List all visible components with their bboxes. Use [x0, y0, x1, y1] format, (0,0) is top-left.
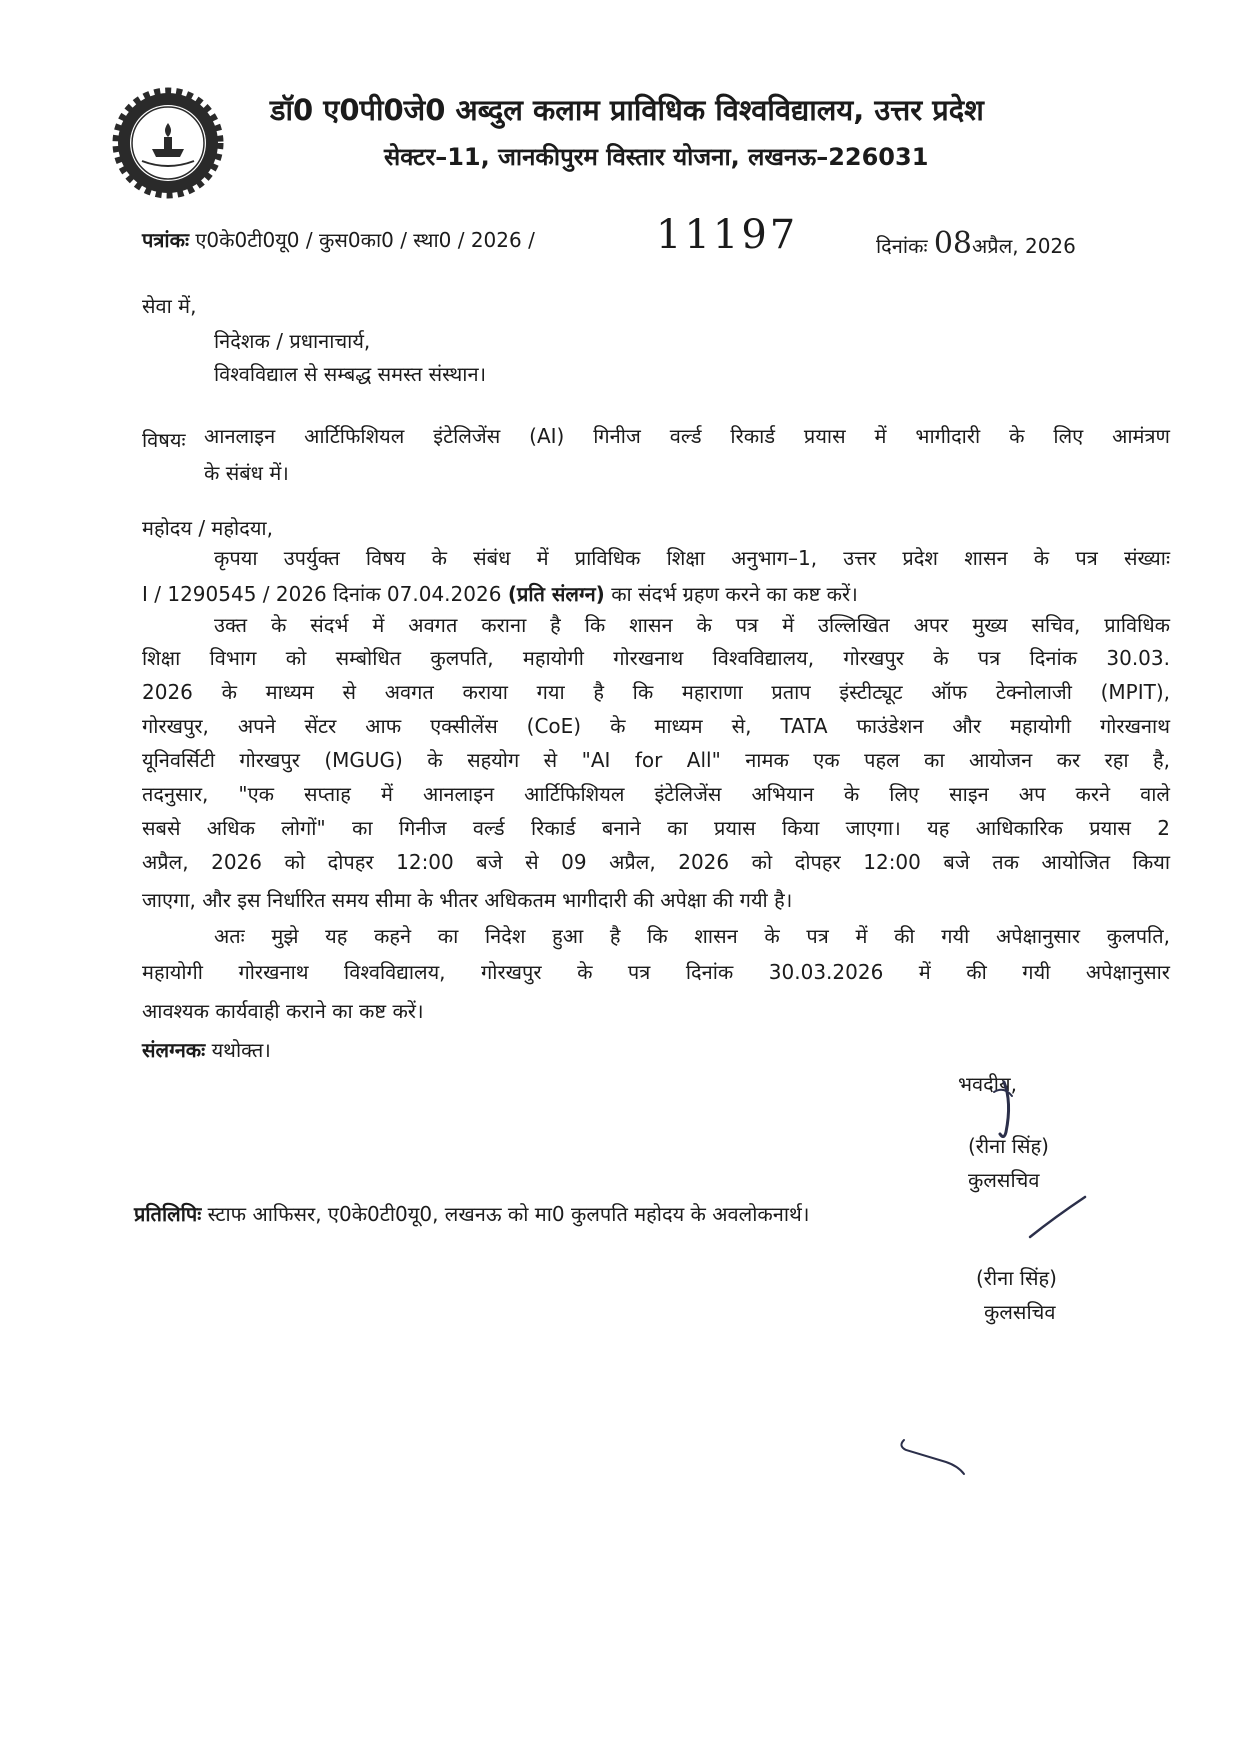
para2-line-8: अप्रैल, 2026 को दोपहर 12:00 बजे से 09 अप्रैल, 2026 को दोपहर 12:00 बजे तक आयोजित किया — [142, 850, 1170, 874]
reference-number-handwritten: 11197 — [656, 212, 799, 258]
para2-line-2: शिक्षा विभाग को सम्बोधित कुलपति, महायोगी गोरखनाथ विश्वविद्यालय, गोरखपुर के पत्र दिनांक 30.03. — [142, 646, 1170, 670]
copy-label: प्रतिलिपिः — [134, 1202, 202, 1226]
date-month-year: अप्रैल, 2026 — [972, 234, 1076, 258]
para1-reference: I / 1290545 / 2026 दिनांक 07.04.2026 — [142, 582, 502, 606]
signatory-designation: कुलसचिव — [968, 1168, 1040, 1192]
date-line — [876, 226, 1076, 261]
para2-line-1: उक्त के संदर्भ में अवगत कराना है कि शासन के पत्र में उल्लिखित अपर मुख्य सचिव, प्राविधिक — [214, 613, 1170, 637]
reference-code: ए0के0टी0यू0 / कुस0का0 / स्था0 / 2026 / — [195, 228, 535, 252]
para2-line-5: यूनिवर्सिटी गोरखपुर (MGUG) के सहयोग से "AI for All" नामक एक पहल का आयोजन कर रहा है, — [142, 748, 1170, 772]
para3-line-3: आवश्यक कार्यवाही कराने का कष्ट करें। — [142, 999, 424, 1023]
greeting: महोदय / महोदया, — [142, 516, 273, 540]
para1-line-2 — [142, 580, 858, 607]
copy-signatory-name: (रीना सिंह) — [976, 1266, 1057, 1290]
enclosure-label: संलग्नकः — [142, 1038, 206, 1062]
closing-text: भवदीय, — [958, 1072, 1017, 1096]
university-address: सेक्टर–11, जानकीपुरम विस्तार योजना, लखनऊ–226031 — [384, 143, 929, 171]
subject-label: विषयः — [142, 428, 186, 452]
reference-label: पत्रांकः — [142, 228, 189, 252]
signature-stroke — [1030, 1197, 1085, 1237]
subject-line-1: आनलाइन आर्टिफिशियल इंटेलिजेंस (AI) गिनीज वर्ल्ड रिकार्ड प्रयास में भागीदारी के लिए आमंत्रण — [204, 424, 1170, 448]
copy-signatory-designation: कुलसचिव — [984, 1300, 1056, 1324]
addressee-line-1: निदेशक / प्रधानाचार्य, — [214, 329, 371, 353]
para3-line-1: अतः मुझे यह कहने का निदेश हुआ है कि शासन के पत्र में की गयी अपेक्षानुसार कुलपति, — [214, 924, 1170, 948]
para3-line-2: महायोगी गोरखनाथ विश्वविद्यालय, गोरखपुर के पत्र दिनांक 30.03.2026 में की गयी अपेक्षानुसार — [142, 960, 1170, 984]
para2-line-6: तदनुसार, "एक सप्ताह में आनलाइन आर्टिफिशियल इंटेलिजेंस अभियान के लिए साइन अप करने वाले — [142, 782, 1170, 806]
addressee-salutation: सेवा में, — [142, 294, 197, 318]
para2-line-9: जाएगा, और इस निर्धारित समय सीमा के भीतर अधिकतम भागीदारी की अपेक्षा की गयी है। — [142, 888, 793, 912]
para1-line-1: कृपया उपर्युक्त विषय के संबंध में प्राविधिक शिक्षा अनुभाग–1, उत्तर प्रदेश शासन के पत्र संख्याः — [214, 546, 1170, 570]
enclosure-line — [142, 1036, 271, 1063]
subject-line-2: के संबंध में। — [204, 461, 289, 485]
para2-line-7: सबसे अधिक लोगों" का गिनीज वर्ल्ड रिकार्ड बनाने का प्रयास किया जाएगा। यह आधिकारिक प्रयास 2 — [142, 816, 1170, 840]
date-label: दिनांकः — [876, 234, 928, 258]
copy-text: स्टाफ आफिसर, ए0के0टी0यू0, लखनऊ को मा0 कुलपति महोदय के अवलोकनार्थ। — [207, 1202, 810, 1226]
para2-line-3: 2026 के माध्यम से अवगत कराया गया है कि महाराणा प्रताप इंस्टीट्यूट ऑफ टेक्नोलाजी (MPIT), — [142, 680, 1170, 704]
copy-line — [134, 1200, 809, 1227]
para1-request: का संदर्भ ग्रहण करने का कष्ट करें। — [611, 582, 858, 606]
stray-pen-mark — [901, 1440, 964, 1474]
addressee-line-2: विश्वविद्याल से सम्बद्ध समस्त संस्थान। — [214, 362, 487, 386]
signatory-name: (रीना सिंह) — [968, 1134, 1049, 1158]
reference-line — [142, 226, 535, 253]
para1-enclosed-note: (प्रति संलग्न) — [507, 582, 605, 606]
date-day-handwritten: 08 — [933, 226, 973, 261]
university-seal-logo — [112, 87, 224, 199]
para2-line-4: गोरखपुर, अपने सेंटर आफ एक्सीलेंस (CoE) के माध्यम से, TATA फाउंडेशन और महायोगी गोरखनाथ — [142, 714, 1170, 738]
university-name-heading: डॉ0 ए0पी0जे0 अब्दुल कलाम प्राविधिक विश्वविद्यालय, उत्तर प्रदेश — [270, 93, 984, 127]
enclosure-value: यथोक्त। — [211, 1038, 271, 1062]
